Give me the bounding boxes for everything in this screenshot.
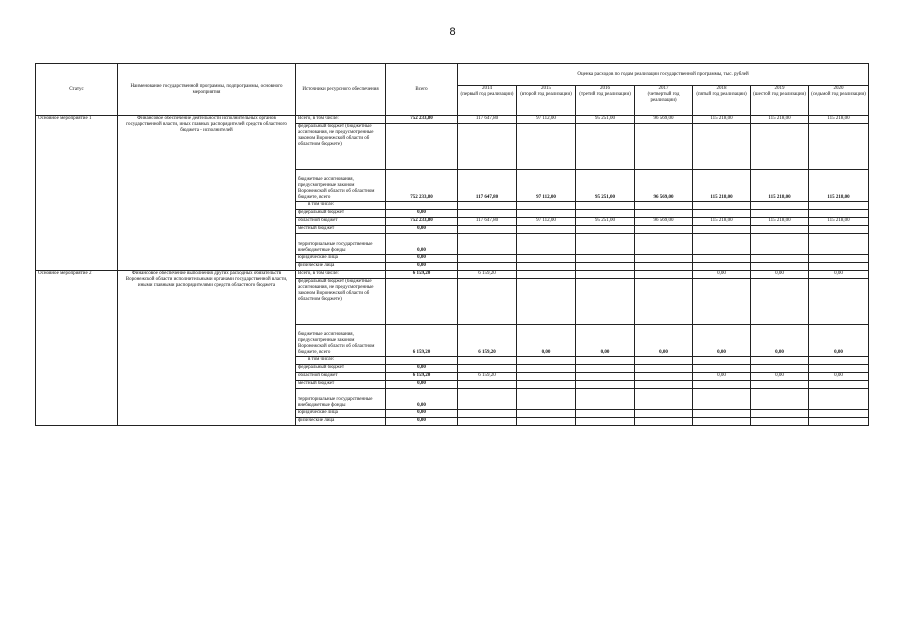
value-cell (693, 410, 751, 418)
value-cell (458, 202, 517, 210)
total-cell: 0,00 (386, 234, 458, 255)
value-cell (751, 357, 809, 365)
value-cell (635, 279, 693, 325)
value-cell (576, 365, 635, 373)
value-cell (809, 255, 869, 263)
value-cell (751, 210, 809, 218)
value-cell (693, 418, 751, 426)
value-cell: 115 218,00 (693, 170, 751, 202)
source-cell: областной бюджет (296, 218, 386, 226)
value-cell (693, 124, 751, 170)
source-cell: местный бюджет (296, 381, 386, 389)
value-cell (809, 381, 869, 389)
value-cell (517, 263, 576, 271)
value-cell (458, 210, 517, 218)
source-cell: территориальные государственные внебюджетные фонды (296, 389, 386, 410)
value-cell: 0,00 (751, 271, 809, 279)
value-cell (517, 389, 576, 410)
value-cell: 6 159,20 (458, 373, 517, 381)
value-cell (576, 271, 635, 279)
total-cell: 0,00 (386, 263, 458, 271)
header-year-label: 2018 (716, 86, 727, 91)
value-cell: 115 218,00 (751, 218, 809, 226)
value-cell: 0,00 (635, 325, 693, 357)
header-year-2019 (751, 86, 809, 116)
value-cell (751, 389, 809, 410)
table-row (36, 271, 869, 279)
value-cell (576, 124, 635, 170)
value-cell (693, 255, 751, 263)
source-cell: бюджетные ассигнования, предусмотренные законом Воронежской области об областном бюджете, всего (296, 170, 386, 202)
header-year-2015 (517, 86, 576, 116)
table-row (36, 116, 869, 124)
value-cell: 0,00 (809, 325, 869, 357)
source-cell: юридические лица (296, 255, 386, 263)
value-cell (635, 357, 693, 365)
value-cell (751, 255, 809, 263)
value-cell (751, 263, 809, 271)
value-cell (517, 418, 576, 426)
value-cell (458, 381, 517, 389)
value-cell (458, 410, 517, 418)
value-cell (458, 255, 517, 263)
header-year-2014 (458, 86, 517, 116)
header-years-title: Оценка расходов по годам реализации государственной программы, тыс. рублей (458, 64, 869, 86)
value-cell (576, 255, 635, 263)
value-cell: 0,00 (576, 325, 635, 357)
value-cell (809, 365, 869, 373)
value-cell (576, 389, 635, 410)
table-header (36, 64, 869, 116)
value-cell (517, 202, 576, 210)
value-cell (693, 202, 751, 210)
source-cell: территориальные государственные внебюджетные фонды (296, 234, 386, 255)
header-year-note: (седьмой год реализации) (811, 92, 866, 97)
value-cell: 117 647,80 (458, 170, 517, 202)
header-year-label: 2016 (600, 86, 610, 91)
total-cell (386, 279, 458, 325)
header-year-2017 (635, 86, 693, 116)
value-cell: 95 251,00 (576, 116, 635, 124)
value-cell (693, 389, 751, 410)
value-cell (458, 357, 517, 365)
value-cell (751, 124, 809, 170)
header-year-label: 2017 (658, 86, 669, 91)
value-cell (635, 263, 693, 271)
value-cell: 117 647,80 (458, 218, 517, 226)
source-cell: в том числе: (296, 357, 386, 365)
value-cell (458, 226, 517, 234)
value-cell (517, 271, 576, 279)
value-cell (809, 418, 869, 426)
value-cell (576, 381, 635, 389)
total-cell: 752 233,80 (386, 116, 458, 124)
header-year-label: 2019 (774, 86, 785, 91)
value-cell (809, 124, 869, 170)
value-cell: 115 218,00 (693, 218, 751, 226)
header-total: Всего (386, 64, 458, 116)
value-cell: 97 112,00 (517, 170, 576, 202)
value-cell (576, 279, 635, 325)
header-year-note: (третий год реализации) (579, 92, 631, 97)
value-cell (635, 234, 693, 255)
total-cell: 752 233,80 (386, 218, 458, 226)
value-cell (693, 234, 751, 255)
value-cell (809, 357, 869, 365)
value-cell (635, 418, 693, 426)
value-cell (693, 279, 751, 325)
value-cell (635, 210, 693, 218)
header-year-note: (первый год реализации) (460, 92, 514, 97)
value-cell: 115 218,00 (751, 116, 809, 124)
value-cell: 97 112,00 (517, 116, 576, 124)
event-status: Основное мероприятие 2 (36, 271, 118, 426)
total-cell (386, 124, 458, 170)
value-cell (635, 271, 693, 279)
value-cell (635, 255, 693, 263)
value-cell (751, 410, 809, 418)
total-cell: 0,00 (386, 365, 458, 373)
header-year-label: 2014 (482, 86, 492, 91)
value-cell (458, 124, 517, 170)
value-cell: 0,00 (693, 373, 751, 381)
value-cell (809, 263, 869, 271)
value-cell (809, 279, 869, 325)
value-cell: 115 218,00 (693, 116, 751, 124)
total-cell: 0,00 (386, 210, 458, 218)
value-cell (809, 226, 869, 234)
value-cell (458, 263, 517, 271)
value-cell (576, 410, 635, 418)
event-name: Финансовое обеспечение деятельности исполнительных органов государственной власти, иных главных распорядителей средств областного бюджета - исполнителей (118, 116, 296, 271)
value-cell (751, 365, 809, 373)
value-cell (517, 124, 576, 170)
value-cell (635, 202, 693, 210)
value-cell (576, 234, 635, 255)
header-year-2018 (693, 86, 751, 116)
value-cell (576, 210, 635, 218)
header-status: Статус (36, 64, 118, 116)
total-cell (386, 357, 458, 365)
value-cell: 115 218,00 (809, 116, 869, 124)
value-cell (693, 226, 751, 234)
value-cell: 0,00 (693, 271, 751, 279)
total-cell: 6 159,20 (386, 373, 458, 381)
value-cell: 0,00 (809, 271, 869, 279)
value-cell (635, 389, 693, 410)
value-cell (576, 202, 635, 210)
source-cell: Всего, в том числе: (296, 271, 386, 279)
value-cell (576, 418, 635, 426)
value-cell (693, 263, 751, 271)
value-cell (458, 279, 517, 325)
header-year-note: (четвертый год реализации) (647, 92, 680, 103)
value-cell (517, 357, 576, 365)
table-body (36, 116, 869, 426)
source-cell: местный бюджет (296, 226, 386, 234)
header-year-2020 (809, 86, 869, 116)
value-cell (809, 389, 869, 410)
value-cell (635, 381, 693, 389)
value-cell: 115 218,00 (751, 170, 809, 202)
event-name: Финансовое обеспечение выполнения других расходных обязательств Воронежской области исполнительными органами государственной власти, иными главными распорядителями средств областного бюджета (118, 271, 296, 426)
total-cell: 0,00 (386, 381, 458, 389)
header-program-name: Наименование государственной программы, подпрограммы, основного мероприятия (118, 64, 296, 116)
value-cell (751, 381, 809, 389)
value-cell (635, 373, 693, 381)
value-cell: 95 251,00 (576, 170, 635, 202)
header-source: Источники ресурсного обеспечения (296, 64, 386, 116)
value-cell (809, 210, 869, 218)
value-cell (517, 255, 576, 263)
value-cell: 96 569,00 (635, 116, 693, 124)
total-cell: 0,00 (386, 255, 458, 263)
source-cell: физические лица (296, 418, 386, 426)
value-cell (517, 410, 576, 418)
header-year-label: 2020 (833, 86, 844, 91)
header-year-note: (второй год реализации) (520, 92, 572, 97)
value-cell: 96 569,00 (635, 170, 693, 202)
value-cell (693, 381, 751, 389)
source-cell: юридические лица (296, 410, 386, 418)
value-cell (576, 263, 635, 271)
value-cell (809, 202, 869, 210)
source-cell: федеральный бюджет (бюджетные ассигнования, не предусмотренные законом Воронежской области об областном бюджете) (296, 124, 386, 170)
value-cell: 115 218,00 (809, 218, 869, 226)
value-cell (517, 234, 576, 255)
value-cell: 0,00 (751, 325, 809, 357)
source-cell: в том числе: (296, 202, 386, 210)
source-cell: федеральный бюджет (296, 210, 386, 218)
value-cell (635, 124, 693, 170)
header-year-note: (шестой год реализации) (753, 92, 806, 97)
value-cell (458, 389, 517, 410)
value-cell (517, 381, 576, 389)
value-cell (809, 410, 869, 418)
value-cell: 0,00 (751, 373, 809, 381)
value-cell (517, 210, 576, 218)
total-cell: 752 233,80 (386, 170, 458, 202)
value-cell (517, 226, 576, 234)
total-cell: 0,00 (386, 226, 458, 234)
value-cell (751, 234, 809, 255)
value-cell (576, 373, 635, 381)
source-cell: Всего, в том числе: (296, 116, 386, 124)
value-cell (751, 279, 809, 325)
value-cell: 117 647,80 (458, 116, 517, 124)
total-cell: 6 159,20 (386, 271, 458, 279)
total-cell: 0,00 (386, 389, 458, 410)
value-cell (517, 365, 576, 373)
value-cell: 97 112,00 (517, 218, 576, 226)
value-cell: 0,00 (517, 325, 576, 357)
header-year-label: 2015 (541, 86, 551, 91)
source-cell: бюджетные ассигнования, предусмотренные законом Воронежской области об областном бюджете, всего (296, 325, 386, 357)
value-cell (693, 210, 751, 218)
page-number: 8 (449, 26, 456, 38)
value-cell (458, 234, 517, 255)
source-cell: областной бюджет (296, 373, 386, 381)
value-cell: 6 159,20 (458, 325, 517, 357)
total-cell (386, 202, 458, 210)
value-cell (576, 226, 635, 234)
total-cell: 0,00 (386, 418, 458, 426)
value-cell: 0,00 (809, 373, 869, 381)
value-cell: 115 218,00 (809, 170, 869, 202)
budget-table (35, 63, 869, 426)
value-cell: 6 159,20 (458, 271, 517, 279)
value-cell (576, 357, 635, 365)
value-cell (693, 357, 751, 365)
value-cell (517, 279, 576, 325)
value-cell (751, 226, 809, 234)
header-year-2016 (576, 86, 635, 116)
value-cell: 95 251,00 (576, 218, 635, 226)
value-cell (635, 226, 693, 234)
value-cell (458, 365, 517, 373)
source-cell: федеральный бюджет (бюджетные ассигнования, не предусмотренные законом Воронежской области об областном бюджете) (296, 279, 386, 325)
total-cell: 6 159,20 (386, 325, 458, 357)
header-year-note: (пятый год реализации) (696, 92, 747, 97)
value-cell: 0,00 (693, 325, 751, 357)
value-cell (517, 373, 576, 381)
event-status: Основное мероприятие 1 (36, 116, 118, 271)
total-cell: 0,00 (386, 410, 458, 418)
source-cell: физические лица (296, 263, 386, 271)
value-cell (751, 418, 809, 426)
value-cell (751, 202, 809, 210)
source-cell: федеральный бюджет (296, 365, 386, 373)
value-cell (693, 365, 751, 373)
value-cell (635, 410, 693, 418)
value-cell (635, 365, 693, 373)
value-cell (809, 234, 869, 255)
value-cell (458, 418, 517, 426)
value-cell: 96 569,00 (635, 218, 693, 226)
